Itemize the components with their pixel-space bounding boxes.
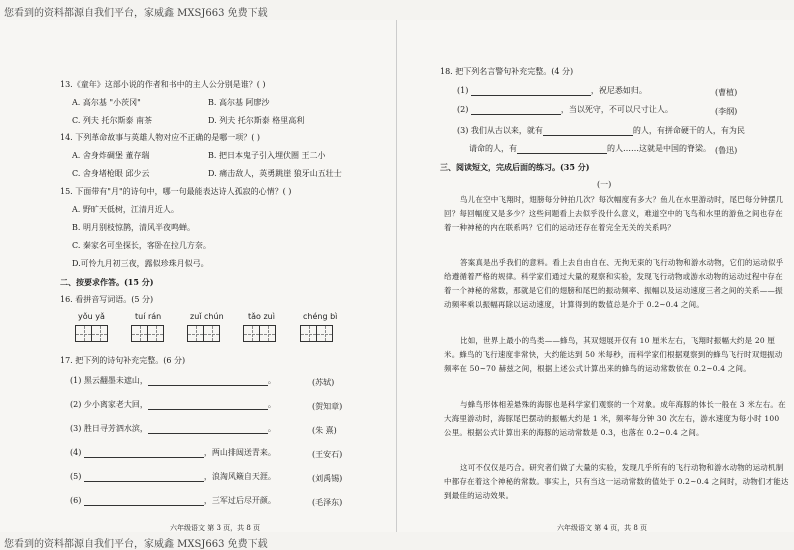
q14-option-a: A. 舍身炸碉堡 董存瑞 — [72, 151, 150, 160]
tianzige-4[interactable] — [243, 325, 275, 342]
answer-blank[interactable] — [84, 449, 204, 458]
page-3 — [0, 20, 397, 532]
pinyin-2: tuí rán — [135, 312, 162, 321]
answer-blank[interactable] — [148, 377, 268, 386]
tianzige-3[interactable] — [187, 325, 219, 342]
line-number: (2) — [70, 400, 82, 409]
q15-option-a: A. 野旷天低树，江清月近人。 — [72, 205, 179, 214]
answer-blank[interactable] — [148, 425, 268, 434]
quote-given: (3) 我们从古以来，就有 — [457, 126, 543, 135]
tianzige-5[interactable] — [300, 325, 332, 342]
answer-blank[interactable] — [543, 127, 633, 136]
poem-given: 少小离家老大回， — [83, 400, 148, 409]
section-3-heading: 三、阅读短文，完成后面的练习。(35 分) — [440, 162, 590, 172]
q17-src-4: (王安石) — [312, 450, 343, 459]
pinyin-5: chéng bì — [303, 312, 338, 321]
passage-subtitle: (一) — [597, 180, 612, 189]
answer-blank[interactable] — [471, 87, 591, 96]
q13-option-c: C. 列夫 托尔斯泰 南茶 — [72, 116, 153, 125]
q18-line-3b — [469, 144, 711, 154]
passage-paragraph-2: 答案真是出乎我们的意料。看上去自由自在、无拘无束的飞行动物和游水动物，它们的运动似乎给遵循着严格的规律。科学家们通过大量的观察和实验，发现飞行动物或游水动物的运动过程中存在着一个神秘的常数，那就是它们的翅膀和尾巴的振动频率、振幅以及运动速度三者之间的关系——振动频率乘以振幅再除以运动速度，计算得到的数值总是介于 0.2~0.4 之间。 — [444, 258, 784, 309]
q18-stem: 18. 把下列名言警句补充完整。(4 分) — [440, 67, 574, 76]
q17-line-1: (1) 黑云翻墨未遮山， 。 — [70, 376, 276, 385]
quote-given: 的人……这就是中国的脊梁。 — [607, 144, 711, 153]
q14-option-d: D. 痛击敌人，英勇跳崖 狼牙山五壮士 — [208, 169, 342, 178]
line-number: (4) — [70, 448, 82, 457]
q18-line-2 — [457, 105, 673, 115]
q16-stem: 16. 看拼音写词语。(5 分) — [60, 295, 154, 304]
answer-blank[interactable] — [517, 145, 607, 154]
tianzige-1[interactable] — [75, 325, 107, 342]
q15-option-b: B. 明月别枝惊鹊，清风半夜鸣蝉。 — [72, 223, 195, 232]
line-number: (1) — [457, 86, 469, 95]
q15-stem: 15. 下面带有"月"的诗句中，哪一句最能表达诗人孤寂的心情？( ) — [60, 187, 292, 196]
q13-stem: 13.《童年》这部小说的作者和书中的主人公分别是谁？( ) — [60, 80, 266, 89]
line-number: (5) — [70, 472, 82, 481]
q18-src-2: (李纲) — [715, 107, 738, 116]
q15-option-d: D.可怜九月初三夜，露似珍珠月似弓。 — [72, 259, 209, 268]
q18-src-3: (鲁迅) — [715, 146, 738, 155]
q17-line-5 — [70, 472, 276, 482]
passage-paragraph-3: 比如，世界上最小的鸟类——蜂鸟，其双翅展开仅有 10 厘米左右，飞翔时振幅大约是 20 厘米。蜂鸟的飞行速度非常快，大约能达到 50 米每秒，而科学家们根据观察到的蜂鸟飞行时双翅振动频率在 50~70 赫兹之间，根据上述公式计算出来的蜂鸟的运动常数依在 0.2~0.4 之间。 — [444, 336, 783, 373]
q18-line-1 — [457, 86, 647, 96]
poem-given: ，两山排闼送青来。 — [203, 448, 276, 457]
answer-blank[interactable] — [148, 401, 268, 410]
quote-given: ，当以死守，不可以尺寸让人。 — [560, 105, 673, 114]
q17-src-6: (毛泽东) — [312, 498, 343, 507]
line-number: (3) — [70, 424, 82, 433]
q17-src-2: (贺知章) — [312, 402, 343, 411]
quote-given: ，祝尼悉如归。 — [590, 86, 647, 95]
quote-given: 的人，有拼命硬干的人，有为民 — [632, 126, 745, 135]
tianzige-2[interactable] — [131, 325, 163, 342]
passage-paragraph-4: 与蜂鸟形体相差悬殊的海豚也是科学家们观察的一个对象。成年海豚的体长一般在 3 米左右。在大海里游动时，海豚尾巴摆动的振幅大约是 1 米，频率每分钟 30 次左右，游水速度为每小时 100 公里。根据公式计算出来的海豚的运动常数是 0.3，也落在 0.2~0.4 之间。 — [444, 400, 786, 437]
page-footer: 六年级语文 第 3 页，共 8 页 — [170, 524, 261, 532]
q14-stem: 14. 下列革命故事与英雄人物对应不正确的是哪一项？( ) — [60, 133, 261, 142]
line-number: (2) — [457, 105, 469, 114]
section-2-heading: 二、按要求作答。(15 分) — [60, 277, 154, 287]
poem-given: ，三军过后尽开颜。 — [203, 496, 276, 505]
q17-stem: 17. 把下列的诗句补充完整。(6 分) — [60, 356, 186, 365]
q13-option-a: A. 高尔基 "小茨冈" — [72, 98, 141, 107]
passage-paragraph-1: 鸟儿在空中飞翔时，翅膀每分钟拍几次？每次幅度有多大？鱼儿在水里游动时，尾巴每分钟摆几回？每回幅度又是多少？这些问题看上去似乎没什么意义，难道空中的飞鸟和水里的游鱼之间也存在着一种神秘的内在联系吗？它们的运动还存在着完全无关的关系吗？ — [444, 195, 784, 232]
passage-paragraph-5: 这可不仅仅是巧合。研究者们做了大量的实验，发现几乎所有的飞行动物和游水动物的运动机制中都存在着这个神秘的常数。事实上，只有当这一运动常数的值处于 0.2~0.4 之间时，动物们才能达到最佳的运动效果。 — [444, 463, 789, 500]
q17-line-6 — [70, 496, 276, 506]
q13-option-b: B. 高尔基 阿廖沙 — [208, 98, 270, 107]
line-number: (6) — [70, 496, 82, 505]
q18-src-1: (曹植) — [715, 88, 738, 97]
answer-blank[interactable] — [471, 106, 561, 115]
q13-option-d: D. 列夫 托尔斯泰 格里高利 — [208, 116, 305, 125]
q17-line-4 — [70, 448, 276, 458]
line-number: (1) — [70, 376, 82, 385]
q18-line-3a — [457, 126, 745, 136]
page-4 — [397, 20, 794, 532]
q17-line-2: (2) 少小离家老大回， 。 — [70, 400, 276, 409]
q17-src-5: (刘禹锡) — [312, 474, 343, 483]
watermark-top: 您看到的资料都源自我们平台，家威鑫 MXSJ663 免费下载 — [4, 8, 268, 19]
poem-given: 胜日寻芳泗水滨， — [83, 424, 148, 433]
poem-given: 黑云翻墨未遮山， — [83, 376, 148, 385]
q17-src-1: (苏轼) — [312, 378, 335, 387]
q17-line-3: (3) 胜日寻芳泗水滨， 。 — [70, 424, 276, 433]
answer-blank[interactable] — [84, 473, 204, 482]
page-footer: 六年级语文 第 4 页，共 8 页 — [557, 524, 648, 532]
q14-option-b: B. 把日本鬼子引入埋伏圈 王二小 — [208, 151, 326, 160]
answer-blank[interactable] — [84, 497, 204, 506]
q14-option-c: C. 舍身堵枪眼 邱少云 — [72, 169, 150, 178]
q15-option-c: C. 秦家名可坐探长，客卧在拉几方奈。 — [72, 241, 211, 250]
pinyin-4: tǎo zuì — [248, 312, 275, 321]
watermark-bottom: 您看到的资料都源自我们平台，家威鑫 MXSJ663 免费下载 — [4, 539, 268, 550]
pinyin-1: yǒu yǎ — [78, 312, 105, 321]
poem-given: ，浪淘风簸自天涯。 — [203, 472, 276, 481]
quote-given: 请命的人，有 — [469, 144, 517, 153]
pinyin-3: zuǐ chún — [190, 312, 224, 321]
q17-src-3: (朱 熹) — [312, 426, 337, 435]
